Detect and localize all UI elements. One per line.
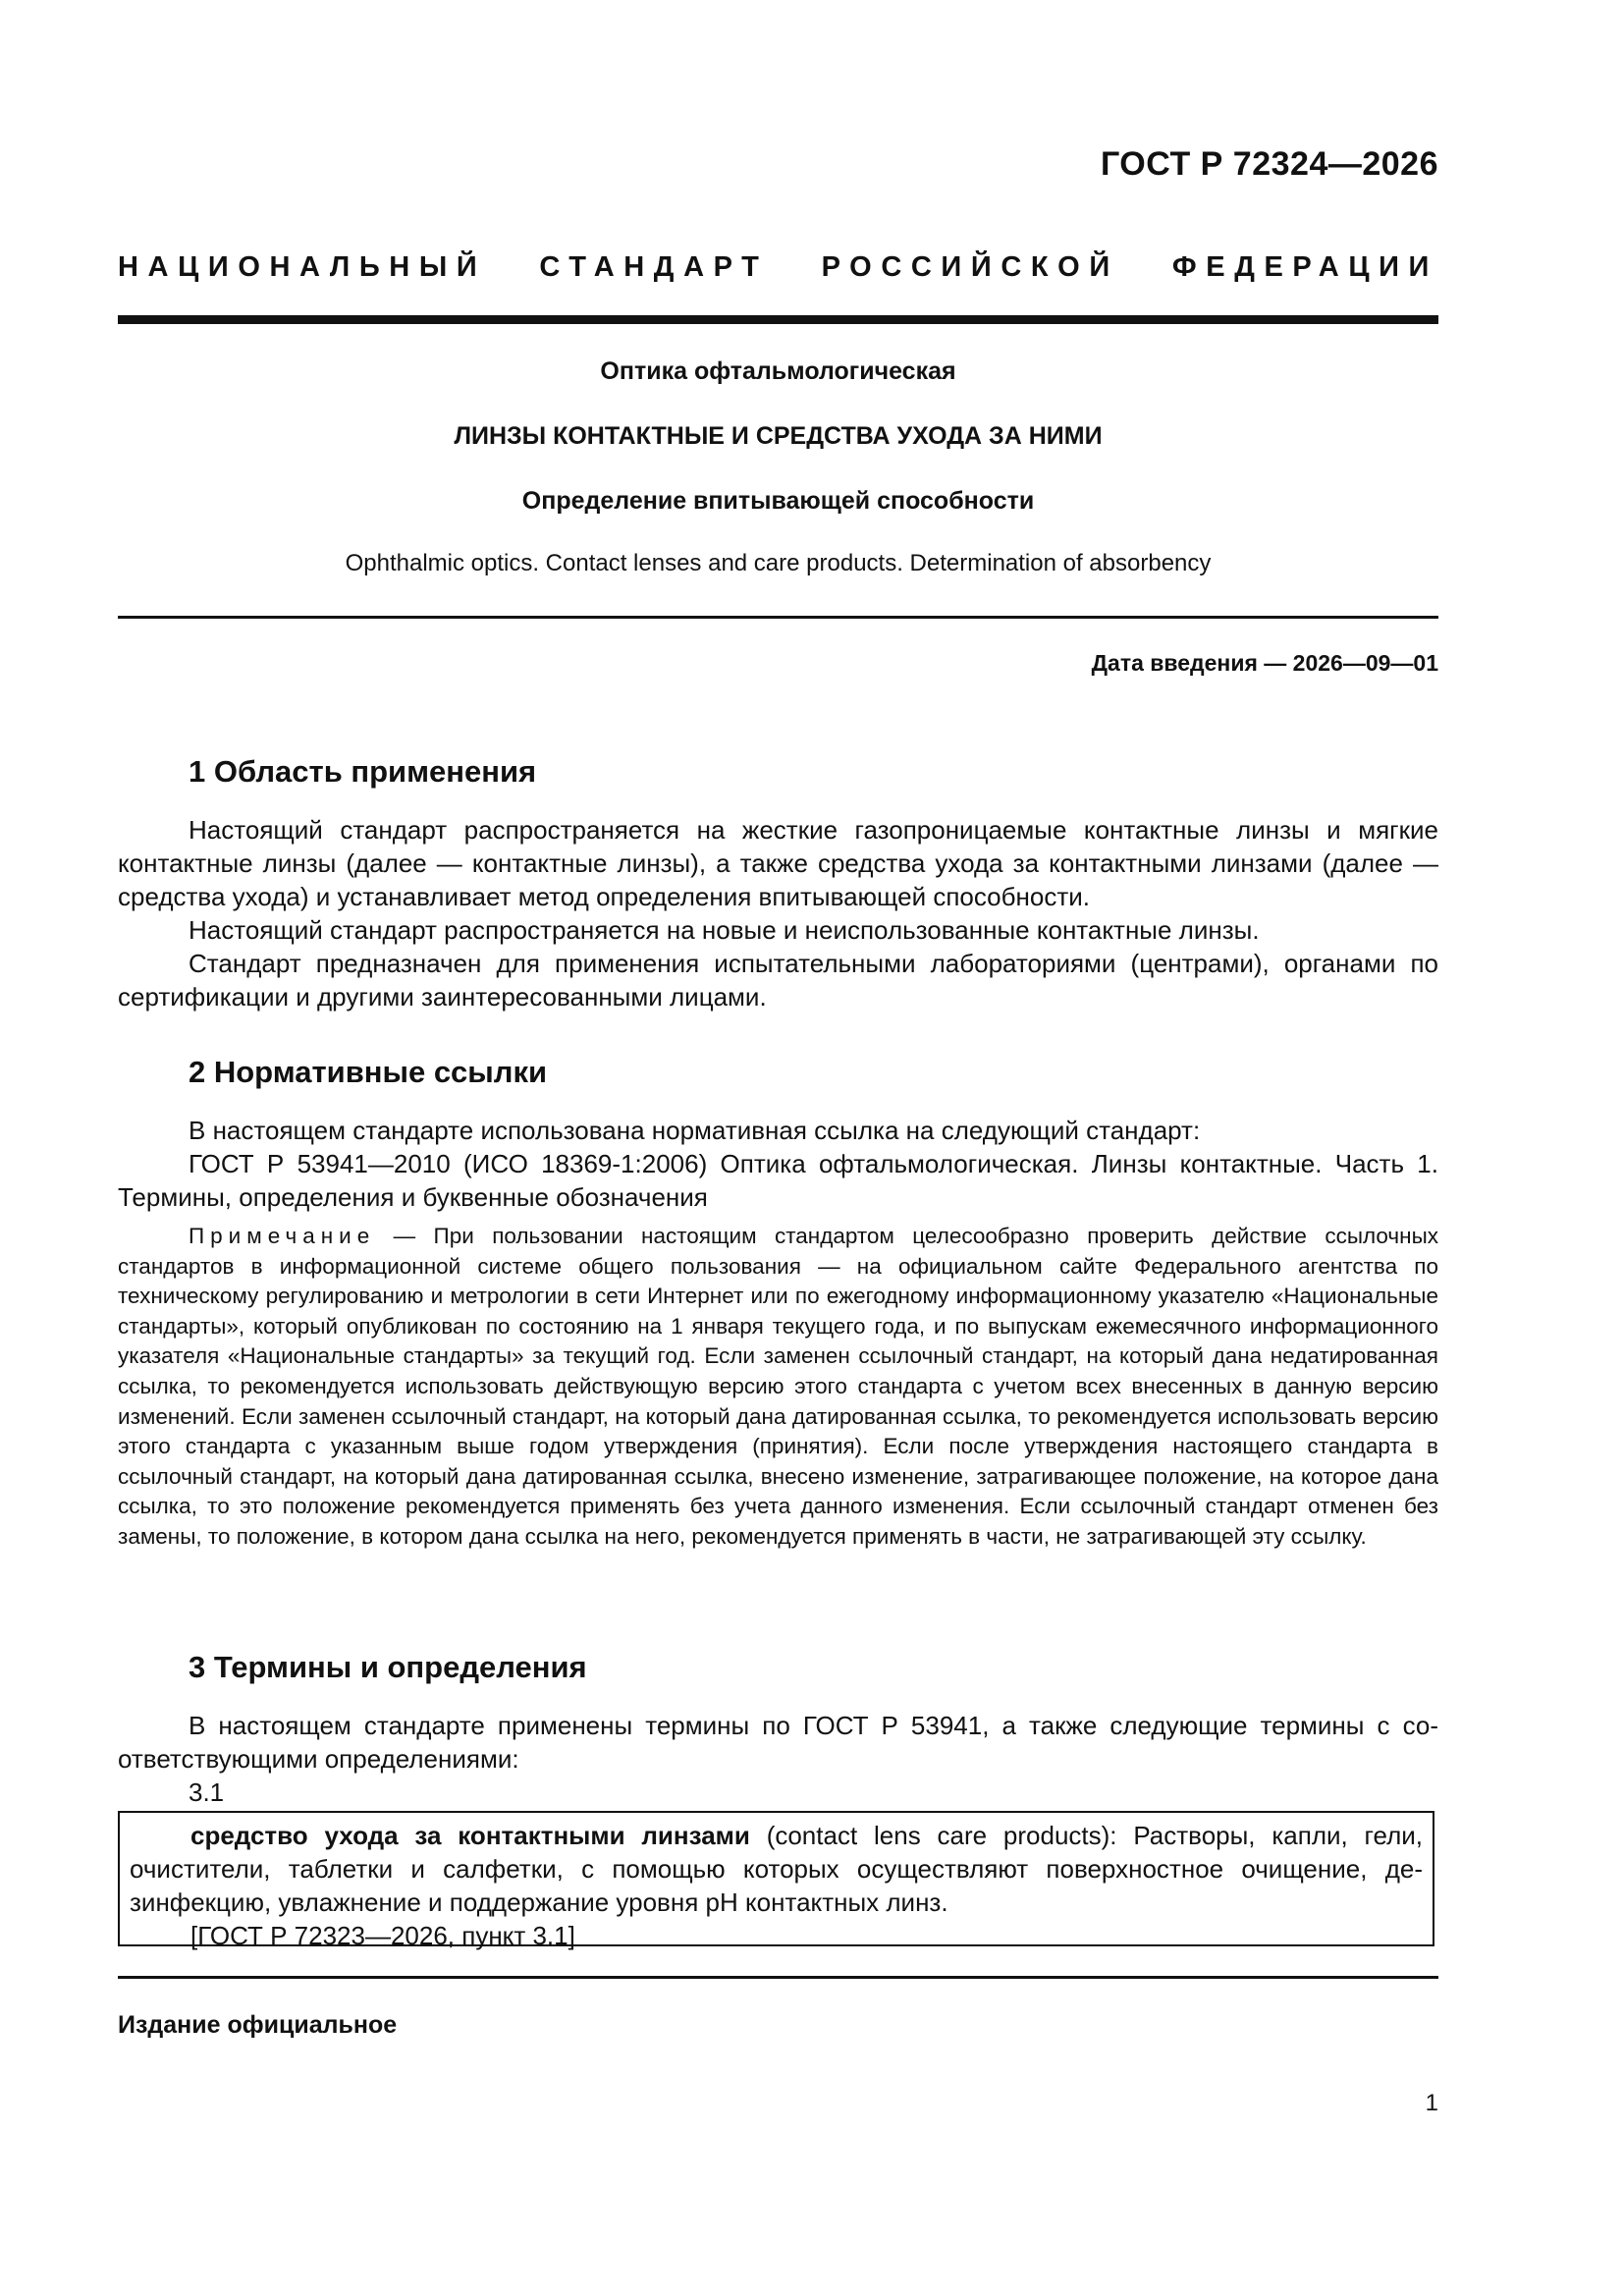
- title-line-1: Оптика офтальмологическая: [600, 357, 956, 385]
- footer-rule: [118, 1976, 1438, 1979]
- official-edition-label: Издание официальное: [118, 2011, 398, 2039]
- title-line-3: Определение впитывающей способности: [521, 487, 1035, 515]
- standard-number: ГОСТ Р 72324—2026: [1100, 145, 1438, 183]
- english-title: Ophthalmic optics. Contact lenses and care products. Determination of absorbency: [345, 550, 1212, 576]
- term-definition-text: (contact lens care products): Растворы, капли, гели, очистители, таблетки и салфетки, с помощью которых осуществляют поверхностное очищение, дезинфекцию, увлажнение и поддержание уровня pH контактных линз.: [130, 1821, 1423, 1917]
- term-name: средство ухода за контактными линзами: [190, 1821, 750, 1850]
- national-standard-title: НАЦИОНАЛЬНЫЙ СТАНДАРТ РОССИЙСКОЙ ФЕДЕРАЦИИ: [118, 251, 1438, 283]
- introduction-date: Дата введения — 2026—09—01: [1091, 650, 1438, 676]
- section-2-heading: 2 Нормативные ссылки: [189, 1055, 548, 1089]
- title-bottom-rule: [118, 616, 1438, 619]
- note-text: — При пользовании настоящим стандартом целесообразно проверить действие ссылочных стандартов в информационной системе общего пользования — на официальном сайте Федерального агентства по техническому регулированию и метрологии в сети Интернет или по ежегодному информационному указателю «Национальные стандарты», который опубликован по состоянию на 1 января текущего года, и по выпускам ежемесячного информационного указателя «Национальные стандарты» за текущий год. Если заменен ссылочный стандарт, на который дана недатированная ссылка, то рекомендуется использовать действующую версию этого стандарта с учетом всех внесенных в данную версию изменений. Если заменен ссылочный стандарт, на который дана датированная ссылка, то рекомендуется использовать версию этого стандарта с указанным выше годом утверждения (принятия). Если после утверждения настоящего стандарта в ссылочный стандарт, на который дана датированная ссылка, внесено изменение, затрагивающее положение, на которое дана ссылка, то это положение рекомендуется применять без учета данного изменения. Если ссылочный стандарт отменен без замены, то положение, в котором дана ссылка на него, рекомендуется применять в части, не затрагивающей эту ссылку.: [118, 1224, 1438, 1549]
- page-number: 1: [1425, 2090, 1438, 2116]
- term-definition: [130, 1819, 1423, 1919]
- term-number: 3.1: [189, 1777, 225, 1807]
- section-1-heading: 1 Область применения: [189, 754, 537, 789]
- title-line-2: ЛИНЗЫ КОНТАКТНЫЕ И СРЕДСТВА УХОДА ЗА НИМИ: [454, 422, 1103, 450]
- section-3-paragraph-1: В настоящем стандарте применены термины по ГОСТ Р 53941, а также следующие термины с соответствующими определениями:: [118, 1711, 1438, 1774]
- term-definition-box: [118, 1811, 1434, 1950]
- section-2-paragraph-1: В настоящем стандарте использована нормативная ссылка на следующий стандарт:: [189, 1116, 1201, 1145]
- document-page: [118, 0, 1438, 2296]
- section-3-heading: 3 Термины и определения: [189, 1650, 587, 1684]
- term-source: [ГОСТ Р 72323—2026, пункт 3.1]: [190, 1921, 575, 1950]
- section-2-reference: ГОСТ Р 53941—2010 (ИСО 18369-1:2006) Оптика офтальмологическая. Линзы контактные. Часть 1. Термины, определения и буквенные обозначения: [118, 1149, 1438, 1212]
- note-label: Примечание: [189, 1224, 376, 1248]
- section-1-paragraph-2: Настоящий стандарт распространяется на новые и неиспользованные контактные линзы.: [189, 915, 1260, 945]
- section-2-note: [118, 1222, 1438, 1553]
- section-1-paragraph-3: Стандарт предназначен для применения испытательными лабораториями (центрами), органами по сертификации и другими заинтересованными лицами.: [118, 949, 1438, 1011]
- header-thick-rule: [118, 315, 1438, 324]
- section-1-paragraph-1: Настоящий стандарт распространяется на жесткие газопроницаемые контактные линзы и мягкие контактные линзы (далее — контактные линзы), а также средства ухода за контактными линзами (далее — средства ухода) и устанавливает метод определения впитывающей способности.: [118, 815, 1438, 911]
